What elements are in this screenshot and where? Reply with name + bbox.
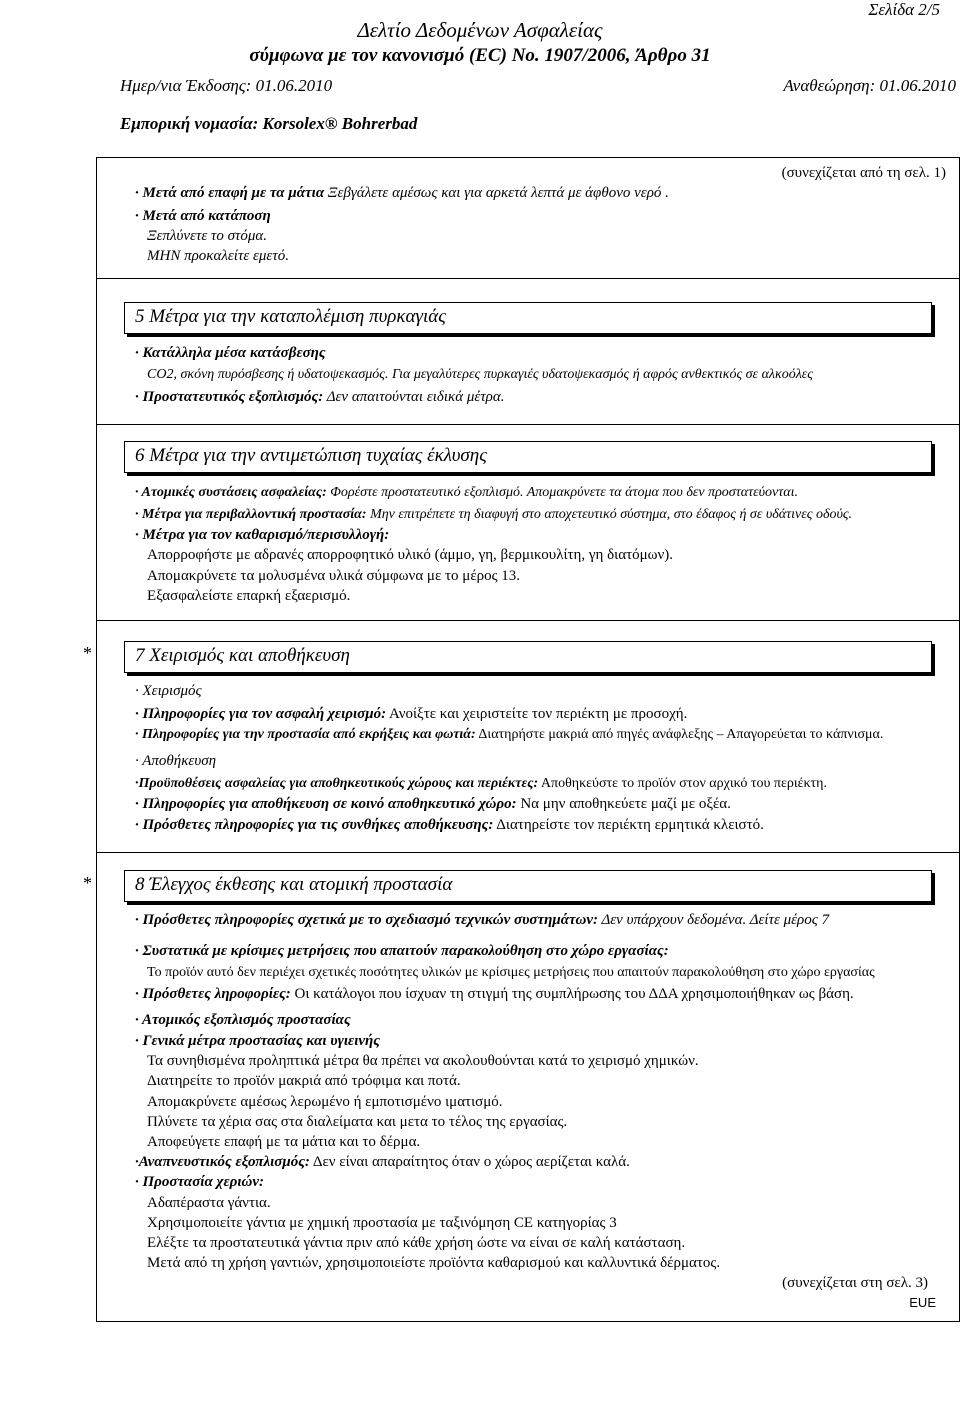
first-aid-swallow-line1: Ξεπλύνετε το στόμα. bbox=[147, 228, 268, 244]
handling-label: · Χειρισμός bbox=[135, 683, 202, 699]
trade-name: Εμπορική νομασία: Korsolex® Bohrerbad bbox=[120, 114, 418, 133]
hand-protection-line: Χρησιμοποιείτε γάντια με χημική προστασία με ταξινόμηση CE κατηγορίας 3 bbox=[147, 1215, 617, 1231]
cleanup-line2: Απομακρύνετε τα μολυσμένα υλικά σύμφωνα με το μέρος 13. bbox=[147, 568, 521, 584]
personal-precautions: · Ατομικές συστάσεις ασφαλείας: Φορέστε προστατευτικό εξοπλισμό. Απομακρύνετε τα άτομα που δεν προστατεύονται. bbox=[135, 485, 798, 500]
extinguishing-media-text: CO2, σκόνη πυρόσβεσης ή υδατοψεκασμός. Για μεγαλύτερες πυρκαγιές υδατοψεκασμός ή αφρός ανθεκτικός σε αλκοόλες bbox=[147, 367, 813, 382]
respiratory-protection: ·Αναπνευστικός εξοπλισμός: Δεν είναι απαραίτητος όταν ο χώρος αερίζεται καλά. bbox=[135, 1154, 630, 1170]
hygiene-line: Διατηρείτε το προϊόν μακριά από τρόφιμα και ποτά. bbox=[147, 1073, 461, 1089]
exposure-limits-text: Το προϊόν αυτό δεν περιέχει σχετικές ποσότητες υλικών με κρίσιμες μετρήσεις που απαιτούν παρακολούθηση στο χώρο εργασίας bbox=[147, 965, 875, 980]
revision-date: Αναθεώρηση: 01.06.2010 bbox=[783, 76, 956, 95]
revision-marker: * bbox=[83, 873, 92, 893]
divider bbox=[96, 852, 960, 853]
storage-conditions: · Πρόσθετες πληροφορίες για τις συνθήκες αποθήκευσης: Διατηρείστε τον περιέκτη ερμητικά κλειστό. bbox=[135, 817, 764, 833]
continued-from: (συνεχίζεται από τη σελ. 1) bbox=[781, 165, 946, 181]
storage-requirements: ·Προϋποθέσεις ασφαλείας για αποθηκευτικούς χώρους και περιέκτες: Αποθηκεύστε το προϊόν στον αρχικό του περιέκτη. bbox=[135, 776, 827, 791]
cleanup-line3: Εξασφαλείστε επαρκή εξαερισμό. bbox=[147, 588, 351, 604]
first-aid-swallow-line2: ΜΗΝ προκαλείτε εμετό. bbox=[147, 248, 289, 264]
ppe-label: · Ατομικός εξοπλισμός προστασίας bbox=[135, 1012, 351, 1028]
continued-to: (συνεχίζεται στη σελ. 3) bbox=[782, 1275, 928, 1291]
safe-handling: · Πληροφορίες για τον ασφαλή χειρισμό: Ανοίξτε και χειριστείτε τον περιέκτη με προσοχή. bbox=[135, 706, 688, 722]
hand-protection-line: Μετά από τη χρήση γαντιών, χρησιμοποιείστε προϊόντα καθαρισμού και καλλυντικά δέρματος. bbox=[147, 1255, 721, 1271]
exposure-limits-label: · Συστατικά με κρίσιμες μετρήσεις που απαιτούν παρακολούθηση στο χώρο εργασίας: bbox=[135, 943, 669, 959]
section-5-heading: 5 Μέτρα για την καταπολέμιση πυρκαγιάς bbox=[124, 302, 932, 334]
engineering-design: · Πρόσθετες πληροφορίες σχετικά με το σχεδιασμό τεχνικών συστημάτων: Δεν υπάρχουν δεδομένα. Δείτε μέρος 7 bbox=[135, 912, 830, 928]
hygiene-line: Τα συνηθισμένα προληπτικά μέτρα θα πρέπει να ακολουθούνται κατά το χειρισμό χημικών. bbox=[147, 1053, 699, 1069]
extinguishing-media-label: · Κατάλληλα μέσα κατάσβεσης bbox=[135, 345, 326, 361]
hygiene-label: · Γενικά μέτρα προστασίας και υγιεινής bbox=[135, 1033, 380, 1049]
additional-info: · Πρόσθετες ληροφορίες: Οι κατάλογοι που ίσχυαν τη στιγμή της συμπλήρωσης του ΔΔΑ χρησιμοποιήθηκαν ως βάση. bbox=[135, 986, 854, 1002]
common-storage: · Πληροφορίες για αποθήκευση σε κοινό αποθηκευτικό χώρο: Να μην αποθηκεύετε μαζί με οξέα. bbox=[135, 796, 731, 812]
cleanup-line1: Απορροφήστε με αδρανές απορροφητικό υλικό (άμμο, γη, βερμικουλίτη, γη διατόμων). bbox=[147, 547, 674, 563]
section-6-heading: 6 Μέτρα για την αντιμετώπιση τυχαίας έκλυσης bbox=[124, 441, 932, 473]
divider bbox=[96, 278, 960, 279]
hygiene-line: Απομακρύνετε αμέσως λερωμένο ή εμποτισμένο ιματισμό. bbox=[147, 1094, 503, 1110]
first-aid-eyes: · Μετά από επαφή με τα μάτια Ξεβγάλετε αμέσως και για αρκετά λεπτά με άφθονο νερό . bbox=[135, 185, 669, 201]
hygiene-line: Αποφεύγετε επαφή με τα μάτια και το δέρμα. bbox=[147, 1134, 421, 1150]
protective-equipment: · Προστατευτικός εξοπλισμός: Δεν απαιτούνται ειδικά μέτρα. bbox=[135, 389, 505, 405]
document-title: Δελτίο Δεδομένων Ασφαλείας bbox=[357, 18, 603, 42]
section-8-heading: 8 Έλεγχος έκθεσης και ατομική προστασία bbox=[124, 870, 932, 902]
hand-protection-line: Ελέξτε τα προστατευτικά γάντια πριν από κάθε χρήση ώστε να είναι σε καλή κατάσταση. bbox=[147, 1235, 686, 1251]
divider bbox=[96, 424, 960, 425]
section-7-heading: 7 Χειρισμός και αποθήκευση bbox=[124, 641, 932, 673]
storage-label: · Αποθήκευση bbox=[135, 753, 217, 769]
first-aid-swallow-label: · Μετά από κατάποση bbox=[135, 208, 271, 224]
hand-protection-line: Αδαπέραστα γάντια. bbox=[147, 1195, 271, 1211]
environmental-precautions: · Μέτρα για περιβαλλοντική προστασία: Μην επιτρέπετε τη διαφυγή στο αποχετευτικό σύστημα, στο έδαφος ή σε υδάτινες οδούς. bbox=[135, 507, 853, 522]
document-subtitle: σύμφωνα με τον κανονισμό (ΕC) No. 1907/2006, Άρθρο 31 bbox=[249, 45, 711, 66]
issue-date: Ημερ/νια Έκδοσης: 01.06.2010 bbox=[120, 76, 333, 95]
hand-protection-label: · Προστασία χεριών: bbox=[135, 1174, 265, 1190]
hygiene-line: Πλύνετε τα χέρια σας στα διαλείματα και μετα το τέλος της εργασίας. bbox=[147, 1114, 568, 1130]
cleanup-label: · Μέτρα για τον καθαρισμό/περισυλλογή: bbox=[135, 527, 390, 543]
fire-protection: · Πληροφορίες για την προστασία από εκρήξεις και φωτιά: Διατηρήστε μακριά από πηγές ανάφλεξης – Απαγορεύεται το κάπνισμα. bbox=[135, 727, 884, 742]
page-number: Σελίδα 2/5 bbox=[868, 0, 940, 19]
footer-code: EUE bbox=[909, 1295, 936, 1310]
divider bbox=[96, 620, 960, 621]
revision-marker: * bbox=[83, 643, 92, 663]
